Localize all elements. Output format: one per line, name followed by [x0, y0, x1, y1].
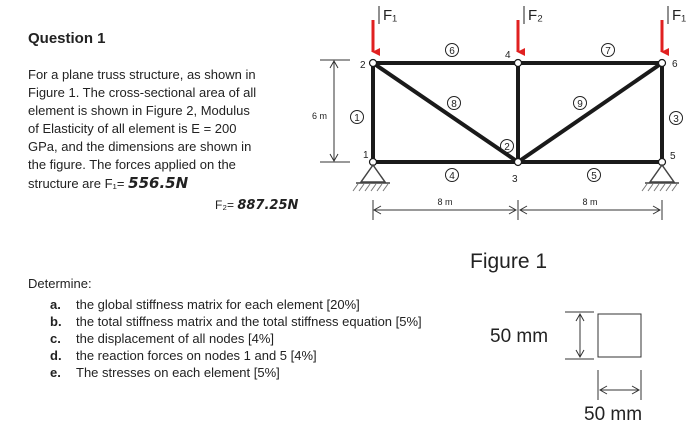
- task-letter: d.: [50, 348, 62, 363]
- span-label: 8 m: [582, 197, 598, 207]
- intro-line: structure are F₁=: [28, 176, 125, 191]
- element-label: 2: [504, 142, 510, 153]
- force-label-f1-left: F₁: [383, 7, 398, 24]
- member-9: [518, 63, 662, 162]
- task-text: the displacement of all nodes [4%]: [76, 331, 275, 346]
- support-node-1: [353, 165, 390, 191]
- force-label-f2: F₂: [528, 7, 543, 24]
- intro-line: For a plane truss structure, as shown in: [28, 67, 256, 82]
- f2-label: F₂=: [215, 198, 234, 212]
- intro-line: of Elasticity of all element is E = 200: [28, 121, 237, 136]
- task-text: The stresses on each element [5%]: [76, 365, 280, 380]
- element-label: 5: [591, 171, 597, 182]
- section-width-label: 50 mm: [584, 404, 643, 425]
- intro-line: Figure 1. The cross-sectional area of all: [28, 85, 257, 100]
- task-letter: c.: [50, 331, 61, 346]
- task-text: the global stiffness matrix for each element [20%]: [76, 297, 360, 312]
- node-label: 2: [360, 60, 366, 71]
- task-letter: b.: [50, 314, 62, 329]
- element-label: 6: [449, 46, 455, 57]
- node-label: 4: [505, 50, 511, 61]
- force-label-f1-right: F₁: [672, 7, 687, 24]
- intro-line: the figure. The forces applied on the: [28, 157, 236, 172]
- member-8: [373, 63, 518, 162]
- element-label: 9: [577, 99, 583, 110]
- forces: [373, 20, 662, 52]
- node-3: [515, 159, 522, 166]
- intro-line: GPa, and the dimensions are shown in: [28, 139, 252, 154]
- node-label: 5: [670, 151, 676, 162]
- section-height-label: 50 mm: [490, 326, 549, 347]
- node-label: 3: [512, 174, 518, 185]
- node-4: [515, 60, 522, 67]
- question-title: Question 1: [28, 30, 106, 47]
- node-label: 6: [672, 59, 678, 70]
- span-label: 8 m: [437, 197, 453, 207]
- cross-section: [565, 312, 641, 400]
- intro-line: element is shown in Figure 2, Modulus: [28, 103, 250, 118]
- node-2: [370, 60, 377, 67]
- element-label: 1: [354, 113, 360, 124]
- truss-members: [373, 63, 662, 162]
- f2-handwritten-value: 887.25N: [237, 198, 299, 213]
- support-node-5: [642, 165, 679, 191]
- element-label: 7: [605, 46, 611, 57]
- node-label: 1: [363, 150, 369, 161]
- task-text: the reaction forces on nodes 1 and 5 [4%]: [76, 348, 317, 363]
- force-labels: [379, 6, 686, 24]
- node-6: [659, 60, 666, 67]
- square-section: [598, 314, 641, 357]
- task-letter: e.: [50, 365, 61, 380]
- span-dimension: [373, 200, 662, 220]
- task-text: the total stiffness matrix and the total stiffness equation [5%]: [76, 314, 422, 329]
- f1-handwritten-value: 556.5N: [128, 174, 189, 192]
- figure-caption: Figure 1: [470, 250, 548, 273]
- determine-label: Determine:: [28, 276, 92, 291]
- task-letter: a.: [50, 297, 61, 312]
- element-label: 3: [673, 114, 679, 125]
- height-label: 6 m: [312, 111, 328, 121]
- element-label: 8: [451, 99, 457, 110]
- element-label: 4: [449, 171, 455, 182]
